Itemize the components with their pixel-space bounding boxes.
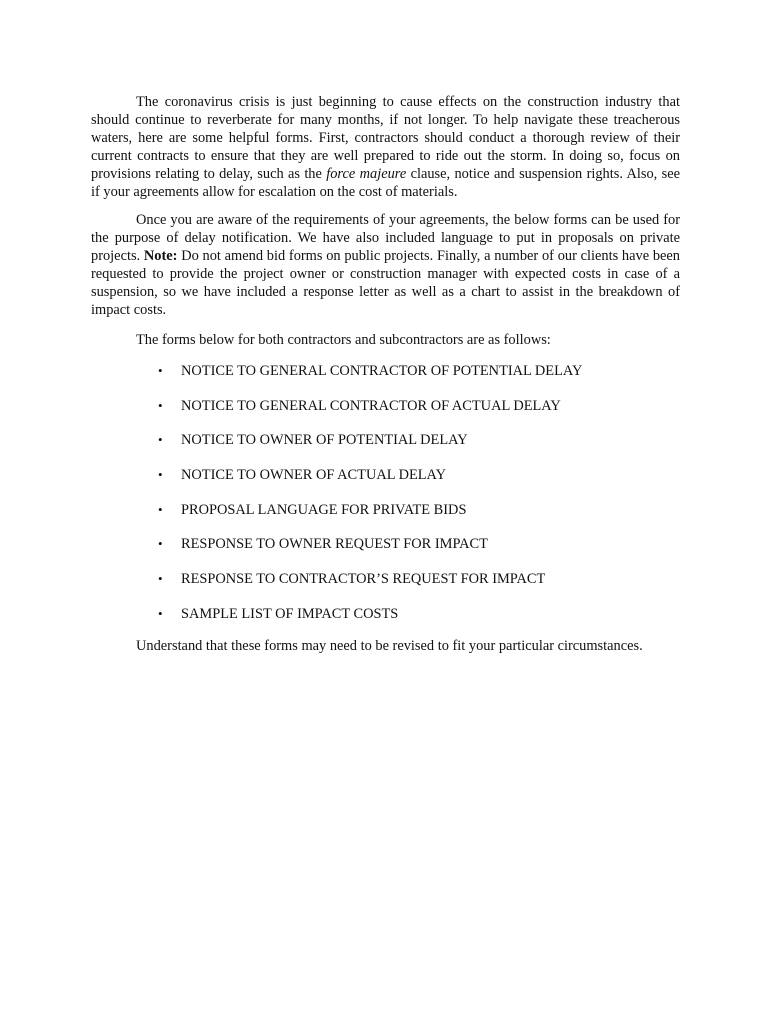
list-item	[91, 501, 680, 519]
bullet-icon: •	[158, 432, 163, 448]
intro-text-end: clause, notice and suspension rights. Also, see if your agreements allow for escalation on the cost of materials.	[91, 166, 680, 200]
intro-text-start: The coronavirus crisis is just beginning to cause effects on the construction industry that should continue to reverberate for many months, if not longer. To help navigate these treacherous waters, here are some helpful forms. First, contractors should conduct a thorough review of their current contracts to ensure that they are well prepared to ride out the storm. In doing so, focus on provisions relating to delay, such as the	[91, 94, 680, 182]
form-title: NOTICE TO GENERAL CONTRACTOR OF POTENTIAL DELAY	[181, 363, 583, 379]
form-title: RESPONSE TO OWNER REQUEST FOR IMPACT	[181, 536, 488, 553]
bullet-icon: •	[158, 501, 163, 517]
bullet-icon: •	[158, 536, 163, 552]
bullet-icon: •	[158, 571, 163, 587]
list-item	[91, 431, 680, 449]
forms-list	[91, 362, 680, 623]
requirements-text-start: Once you are aware of the requirements of your agreements, the below forms can be used for the purpose of delay notification. We have also included language to put in proposals on private projects.	[91, 212, 680, 264]
requirements-paragraph	[91, 211, 680, 319]
form-title: NOTICE TO OWNER OF ACTUAL DELAY	[181, 467, 447, 484]
list-item	[91, 466, 680, 484]
list-item	[91, 397, 680, 415]
bullet-icon: •	[158, 363, 163, 378]
form-title: RESPONSE TO CONTRACTOR’S REQUEST FOR IMPACT	[181, 571, 546, 588]
list-item	[91, 605, 680, 623]
forms-intro: The forms below for both contractors and subcontractors are as follows:	[136, 332, 551, 348]
closing-paragraph: Understand that these forms may need to be revised to fit your particular circumstances.	[136, 637, 643, 654]
bullet-icon: •	[158, 605, 163, 621]
force-majeure-term: force majeure	[326, 166, 407, 182]
bullet-icon: •	[158, 397, 163, 413]
form-title: PROPOSAL LANGUAGE FOR PRIVATE BIDS	[181, 501, 467, 518]
list-item	[91, 570, 680, 588]
form-title: NOTICE TO OWNER OF POTENTIAL DELAY	[181, 432, 468, 449]
intro-paragraph	[91, 93, 680, 201]
list-item	[91, 362, 680, 380]
form-title: NOTICE TO GENERAL CONTRACTOR OF ACTUAL DELAY	[181, 397, 561, 414]
list-item	[91, 535, 680, 553]
form-title: SAMPLE LIST OF IMPACT COSTS	[181, 605, 399, 622]
requirements-text-end: Do not amend bid forms on public projects. Finally, a number of our clients have been requested to provide the project owner or construction manager with expected costs in case of a suspension, so we have included a response letter as well as a chart to assist in the breakdown of impact costs.	[91, 248, 680, 318]
bullet-icon: •	[158, 467, 163, 483]
note-label: Note:	[143, 248, 178, 264]
document-body	[91, 93, 680, 655]
